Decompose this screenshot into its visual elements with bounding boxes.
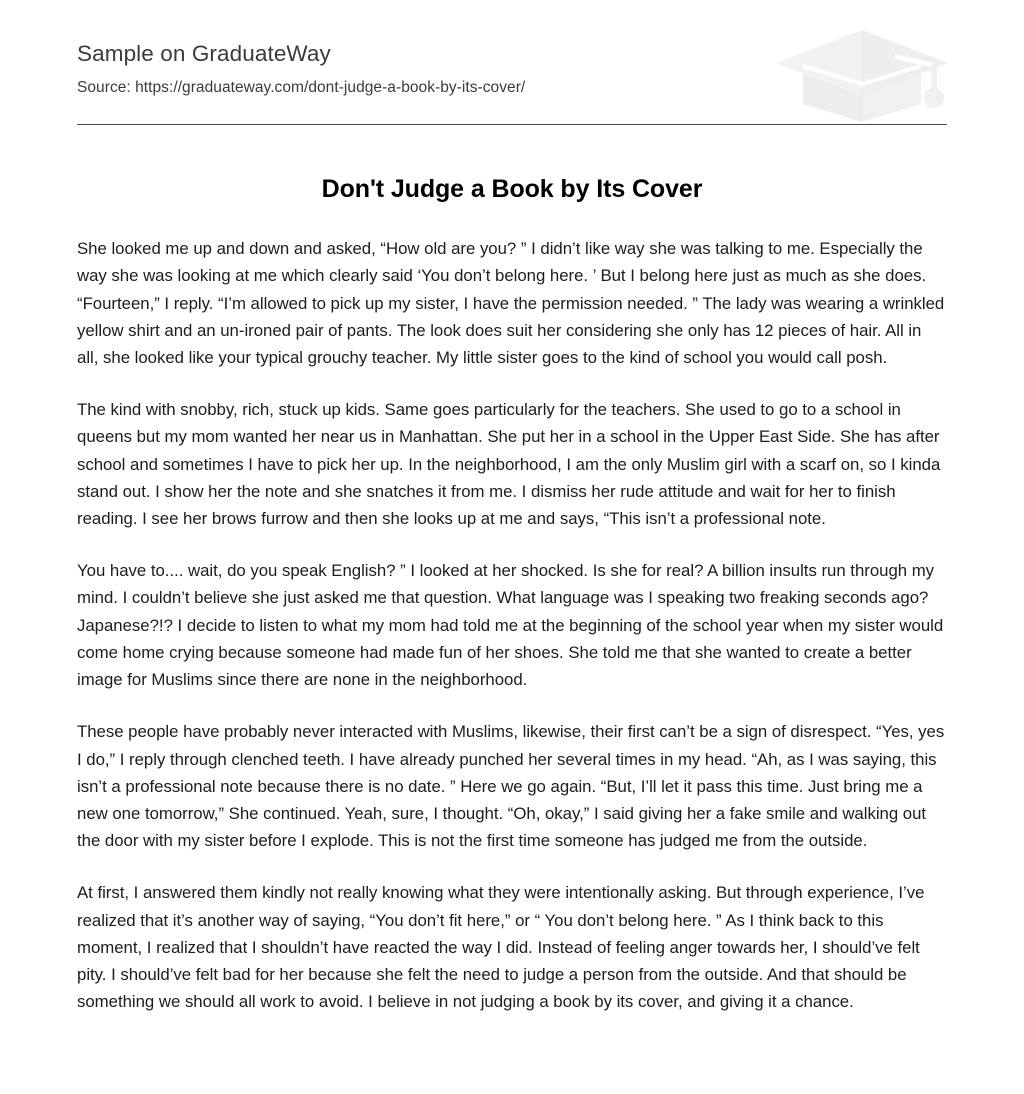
paragraph: She looked me up and down and asked, “How old are you? ” I didn’t like way she was talking to me. Especially the way she was looking at me which clearly said ‘You don’t belong here. ’ But I belong here just as much as she does. “Fourteen,” I reply. “I’m allowed to pick up my sister, I have the permission needed. ” The lady was wearing a wrinkled yellow shirt and an un-ironed pair of pants. The look does suit her considering she only has 12 pieces of hair. All in all, she looked like your typical grouchy teacher. My little sister goes to the kind of school you would call posh. [77,239,945,368]
paragraph: The kind with snobby, rich, stuck up kids. Same goes particularly for the teachers. She used to go to a school in queens but my mom wanted her near us in Manhattan. She put her in a school in the Upper East Side. She has after school and sometimes I have to pick her up. In the neighborhood, I am the only Muslim girl with a scarf on, so I kinda stand out. I show her the note and she snatches it from me. I dismiss her rude attitude and wait for her to finish reading. I see her brows furrow and then she looks up at me and says, “This isn’t a professional note. [77,400,941,529]
site-header [77,0,947,110]
paragraph: At first, I answered them kindly not really knowing what they were intentionally asking. But through experience, I’ve realized that it’s another way of saying, “You don’t fit here,” or “ You don’t belong here. ” As I think back to this moment, I realized that I shouldn’t have reacted the way I did. Instead of feeling anger towards her, I should’ve felt pity. I should’ve felt bad for her because she felt the need to judge a person from the outside. And that should be something we should all work to avoid. I believe in not judging a book by its cover, and giving it a chance. [77,883,925,1012]
article-body [77,205,947,1015]
graduation-cap-icon [767,18,957,128]
paragraph: These people have probably never interacted with Muslims, likewise, their first can’t be a sign of disrespect. “Yes, yes I do,” I reply through clenched teeth. I have already punched her several times in my head. “Ah, as I was saying, this isn’t a professional note because there is no date. ” Here we go again. “But, I’ll let it pass this time. Just bring me a new one tomorrow,” She continued. Yeah, sure, I thought. “Oh, okay,” I said giving her a fake smile and walking out the door with my sister before I explode. This is not the first time someone has judged me from the outside. [77,722,945,851]
page-title: Don't Judge a Book by Its Cover [321,175,703,203]
paragraph: You have to.... wait, do you speak English? ” I looked at her shocked. Is she for real? A billion insults run through my mind. I couldn’t believe she just asked me that question. What language was I speaking two freaking seconds ago? Japanese?!? I decide to listen to what my mom had told me at the beginning of the school year when my sister would come home crying because someone had made fun of her shoes. She told me that she wanted to create a better image for Muslims since there are none in the neighborhood. [77,561,944,690]
source-url-line: Source: https://graduateway.com/dont-judge-a-book-by-its-cover/ [77,79,526,96]
brand-title: Sample on GraduateWay [77,41,331,66]
